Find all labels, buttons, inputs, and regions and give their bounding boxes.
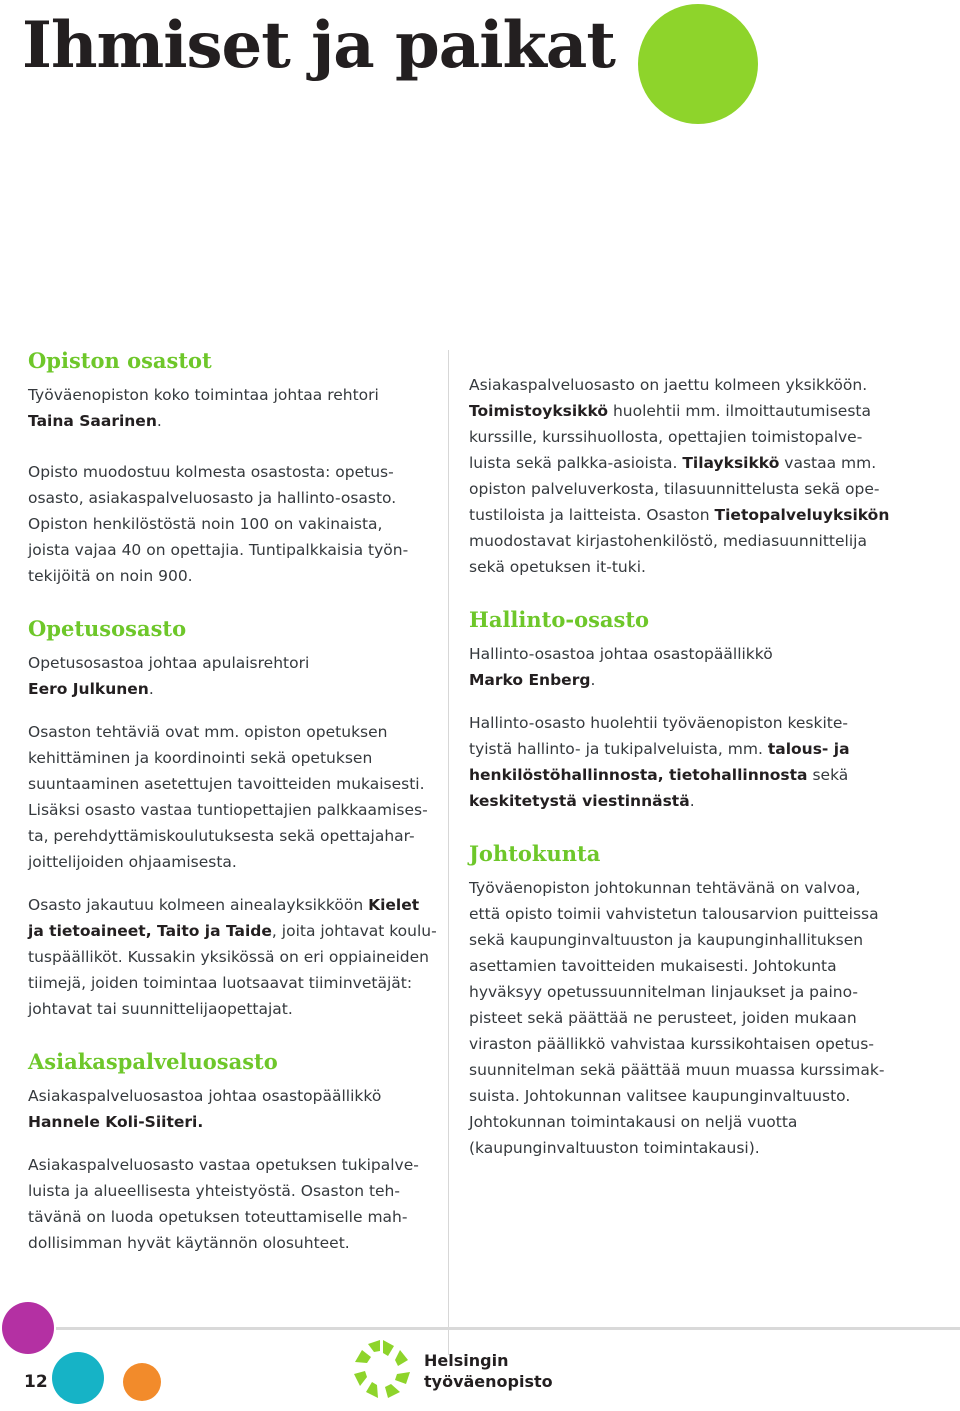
paragraph-hallinto-johtaja <box>469 641 889 693</box>
text-line: Opiston henkilöstöstä noin 100 on vakinaista, <box>28 515 383 533</box>
heading-hallinto-osasto: Hallinto-osasto <box>469 607 650 632</box>
bold-span: ja tietoaineet, Taito ja Taide <box>28 922 272 940</box>
heading-asiakaspalveluosasto: Asiakaspalveluosasto <box>28 1049 278 1074</box>
logo-line-1: Helsingin <box>424 1351 509 1370</box>
text-line: tiimejä, joiden toimintaa luotsaavat tiiminvetäjät: <box>28 974 413 992</box>
text-span: sekä <box>807 766 849 784</box>
text-line: luista ja alueellisesta yhteistyöstä. Osaston teh- <box>28 1182 400 1200</box>
paragraph-rehtori <box>28 382 448 434</box>
text-line: dollisimman hyvät käytännön olosuhteet. <box>28 1234 350 1252</box>
text-span: Työväenopiston koko toimintaa johtaa rehtori <box>28 386 379 404</box>
paragraph-johtokunta <box>469 875 889 1161</box>
heading-johtokunta: Johtokunta <box>469 841 601 866</box>
paragraph-opetus-tehtavat <box>28 719 448 875</box>
text-line: Lisäksi osasto vastaa tuntiopettajien palkkaamises- <box>28 801 428 819</box>
name-hallinto-johtaja: Marko Enberg <box>469 671 591 689</box>
text-span: . <box>156 412 162 430</box>
text-line: Johtokunnan toimintakausi on neljä vuotta <box>469 1113 798 1131</box>
text-line: Asiakaspalveluosastoa johtaa osastopäällikkö <box>28 1087 382 1105</box>
bold-span: Tilayksikkö <box>682 454 780 472</box>
text-line: osasto, asiakaspalveluosasto ja hallinto-osasto. <box>28 489 397 507</box>
text-span: vastaa mm. <box>779 454 877 472</box>
paragraph-ainealayksikot <box>28 892 448 1022</box>
text-line: tävänä on luoda opetuksen toteuttamiselle mah- <box>28 1208 408 1226</box>
text-line: ta, perehdyttämiskoulutuksesta sekä opettajahar- <box>28 827 415 845</box>
text-line: pisteet sekä päättää ne perusteet, joiden mukaan <box>469 1009 857 1027</box>
bold-span: Tietopalveluyksikön <box>714 506 890 524</box>
teal-circle-decoration <box>52 1352 104 1404</box>
text-span: . <box>590 671 596 689</box>
text-line: joittelijoiden ohjaamisesta. <box>28 853 237 871</box>
text-line: Työväenopiston johtokunnan tehtävänä on valvoa, <box>469 879 861 897</box>
heading-opiston-osastot: Opiston osastot <box>28 348 212 373</box>
text-line: että opisto toimii vahvistetun talousarvion puitteissa <box>469 905 879 923</box>
text-line: joista vajaa 40 on opettajia. Tuntipalkkaisia työn- <box>28 541 409 559</box>
text-line: sekä opetuksen it-tuki. <box>469 558 646 576</box>
helsinki-logo-icon <box>350 1336 416 1402</box>
text-span: luista sekä palkka-asioista. <box>469 454 683 472</box>
text-span: , joita johtavat koulu- <box>271 922 437 940</box>
green-circle-decoration <box>638 4 758 124</box>
text-span: tustiloista ja laitteista. Osaston <box>469 506 715 524</box>
right-column <box>469 372 889 1161</box>
orange-circle-decoration <box>123 1363 161 1401</box>
text-line: kurssille, kurssihuollosta, opettajien toimistopalve- <box>469 428 863 446</box>
text-line: tekijöitä on noin 900. <box>28 567 193 585</box>
bold-span: talous- ja <box>767 740 850 758</box>
text-line: opiston palveluverkosta, tilasuunnittelusta sekä ope- <box>469 480 880 498</box>
text-line: hyväksyy opetussuunnitelman linjaukset ja paino- <box>469 983 858 1001</box>
bold-span: keskitetystä viestinnästä <box>469 792 690 810</box>
logo-wordmark <box>424 1350 553 1392</box>
text-line: muodostavat kirjastohenkilöstö, mediasuunnittelija <box>469 532 867 550</box>
paragraph-apulaisrehtori <box>28 650 448 702</box>
footer-rule <box>56 1327 960 1330</box>
page-title: Ihmiset ja paikat <box>22 8 615 83</box>
text-line: sekä kaupunginvaltuuston ja kaupunginhallituksen <box>469 931 864 949</box>
text-line: viraston päällikkö vahvistaa kurssikohtaisen opetus- <box>469 1035 874 1053</box>
text-line: Hallinto-osastoa johtaa osastopäällikkö <box>469 645 773 663</box>
bold-span: henkilöstöhallinnosta, tietohallinnosta <box>469 766 808 784</box>
name-apulaisrehtori: Eero Julkunen <box>28 680 149 698</box>
logo-line-2: työväenopisto <box>424 1372 553 1391</box>
left-column <box>28 346 448 1256</box>
bold-span: Toimistoyksikkö <box>469 402 609 420</box>
text-line: (kaupunginvaltuuston toimintakausi). <box>469 1139 760 1157</box>
page-number: 12 <box>24 1372 48 1392</box>
purple-circle-decoration <box>2 1302 54 1354</box>
paragraph-asiakas-johtaja <box>28 1083 448 1135</box>
column-divider <box>448 350 449 1355</box>
text-line: Opisto muodostuu kolmesta osastosta: opetus- <box>28 463 394 481</box>
paragraph-osastot <box>28 459 448 589</box>
text-line: asettamien tavoitteiden mukaisesti. Johtokunta <box>469 957 837 975</box>
text-line: Osaston tehtäviä ovat mm. opiston opetuksen <box>28 723 388 741</box>
paragraph-hallinto-tehtavat <box>469 710 889 814</box>
text-line: suista. Johtokunnan valitsee kaupunginvaltuusto. <box>469 1087 851 1105</box>
text-line: Opetusosastoa johtaa apulaisrehtori <box>28 654 310 672</box>
heading-opetusosasto: Opetusosasto <box>28 616 187 641</box>
text-line: johtavat tai suunnittelijaopettajat. <box>28 1000 293 1018</box>
text-span: Osasto jakautuu kolmeen ainealayksikköön <box>28 896 369 914</box>
name-asiakas-johtaja: Hannele Koli-Siiteri. <box>28 1113 204 1131</box>
text-span: . <box>148 680 154 698</box>
text-line: tuspäälliköt. Kussakin yksikössä on eri oppiaineiden <box>28 948 429 966</box>
text-line: suuntaaminen asetettujen tavoitteiden mukaisesti. <box>28 775 425 793</box>
text-span: . <box>689 792 695 810</box>
paragraph-asiakas-tehtavat <box>28 1152 448 1256</box>
text-line: suunnitelman sekä päättää muun muassa kurssimak- <box>469 1061 885 1079</box>
text-line: Asiakaspalveluosasto on jaettu kolmeen yksikköön. <box>469 376 868 394</box>
name-rehtori: Taina Saarinen <box>28 412 157 430</box>
text-line: kehittäminen ja koordinointi sekä opetuksen <box>28 749 373 767</box>
text-span: huolehtii mm. ilmoittautumisesta <box>608 402 871 420</box>
text-line: Hallinto-osasto huolehtii työväenopiston keskite- <box>469 714 848 732</box>
text-span: tyistä hallinto- ja tukipalveluista, mm. <box>469 740 768 758</box>
text-line: Asiakaspalveluosasto vastaa opetuksen tukipalve- <box>28 1156 419 1174</box>
bold-span: Kielet <box>368 896 420 914</box>
paragraph-yksikot <box>469 372 889 580</box>
